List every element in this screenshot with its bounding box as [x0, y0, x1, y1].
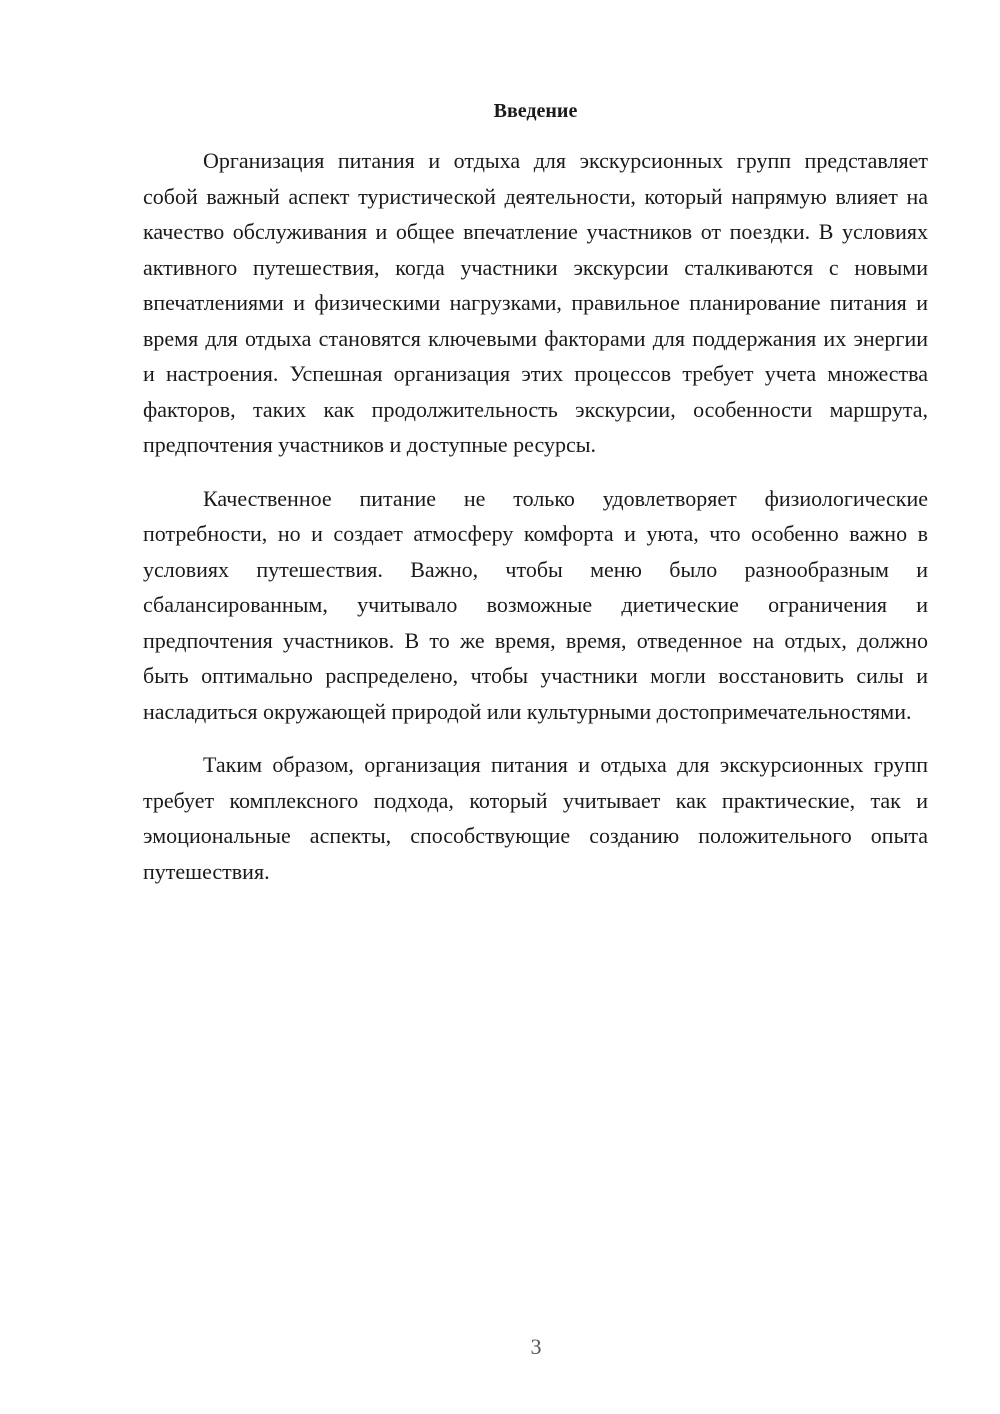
paragraph-2: Качественное питание не только удовлетворяет физиологические потребности, но и создает атмосферу комфорта и уюта, что особенно важно в условиях путешествия. Важно, чтобы меню было разнообразным и сбалансированным, учитывало возможные диетические ограничения и предпочтения участников. В то же время, время, отведенное на отдых, должно быть оптимально распределено, чтобы участники могли восстановить силы и насладиться окружающей природой или культурными достопримечательностями.: [143, 485, 928, 724]
body-text: [143, 143, 928, 907]
paragraph-1: Организация питания и отдыха для экскурсионных групп представляет собой важный аспект туристической деятельности, который напрямую влияет на качество обслуживания и общее впечатление участников от поездки. В условиях активного путешествия, когда участники экскурсии сталкиваются с новыми впечатлениями и физическими нагрузками, правильное планирование питания и время для отдыха становятся ключевыми факторами для поддержания их энергии и настроения. Успешная организация этих процессов требует учета множества факторов, таких как продолжительность экскурсии, особенности маршрута, предпочтения участников и доступные ресурсы.: [143, 148, 928, 457]
section-heading: Введение: [493, 100, 578, 122]
page-number: 3: [530, 1334, 542, 1359]
paragraph-3: Таким образом, организация питания и отдыха для экскурсионных групп требует комплексного подхода, который учитывает как практические, так и эмоциональные аспекты, способствующие созданию положительного опыта путешествия.: [143, 752, 928, 884]
